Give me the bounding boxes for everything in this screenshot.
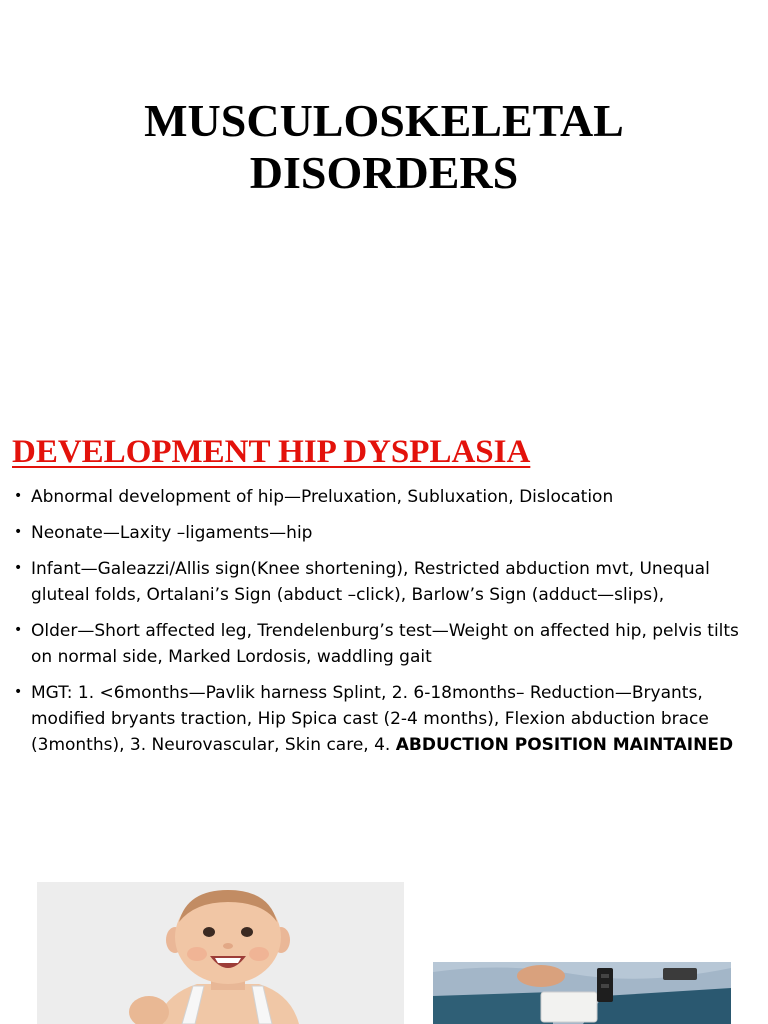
brace-photo-illustration bbox=[433, 962, 731, 1024]
bullet-icon: • bbox=[14, 622, 23, 638]
bullet-item bbox=[14, 680, 758, 758]
baby-photo-illustration bbox=[37, 882, 404, 1024]
hip-abduction-brace-photo bbox=[433, 962, 731, 1024]
bullet-item bbox=[14, 618, 758, 670]
bullet-icon: • bbox=[14, 560, 23, 576]
bullet-text: Infant—Galeazzi/Allis sign(Knee shortening), Restricted abduction mvt, Unequal gluteal folds, Ortalani’s Sign (abduct –click), Barlow’s Sign (adduct—slips), bbox=[31, 559, 710, 605]
slide-title bbox=[0, 95, 768, 199]
bullet-icon: • bbox=[14, 524, 23, 540]
bullet-text: Older—Short affected leg, Trendelenburg’s test—Weight on affected hip, pelvis tilts on normal side, Marked Lordosis, waddling gait bbox=[31, 621, 739, 667]
bullet-bold-text: ABDUCTION POSITION MAINTAINED bbox=[395, 735, 734, 755]
bullet-item bbox=[14, 520, 758, 546]
baby-in-pavlik-harness-photo bbox=[37, 882, 404, 1024]
bullet-item bbox=[14, 484, 758, 510]
slide-title-line-2: DISORDERS bbox=[249, 147, 519, 198]
bullet-text: MGT: 1. <6months—Pavlik harness Splint, 2. 6-18months– Reduction—Bryants, modified bryants traction, Hip Spica cast (2-4 months), Flexion abduction brace (3months), 3. Neurovascular, Skin care, 4. bbox=[31, 683, 709, 755]
slide-title-line-1: MUSCULOSKELETAL bbox=[144, 95, 624, 146]
bullet-item bbox=[14, 556, 758, 608]
bullet-icon: • bbox=[14, 684, 23, 700]
bullet-text: Abnormal development of hip—Preluxation, Subluxation, Dislocation bbox=[31, 487, 614, 507]
bullet-list bbox=[14, 484, 758, 768]
section-heading: DEVELOPMENT HIP DYSPLASIA bbox=[12, 434, 531, 470]
bullet-text: Neonate—Laxity –ligaments—hip bbox=[31, 523, 313, 543]
bullet-icon: • bbox=[14, 488, 23, 504]
